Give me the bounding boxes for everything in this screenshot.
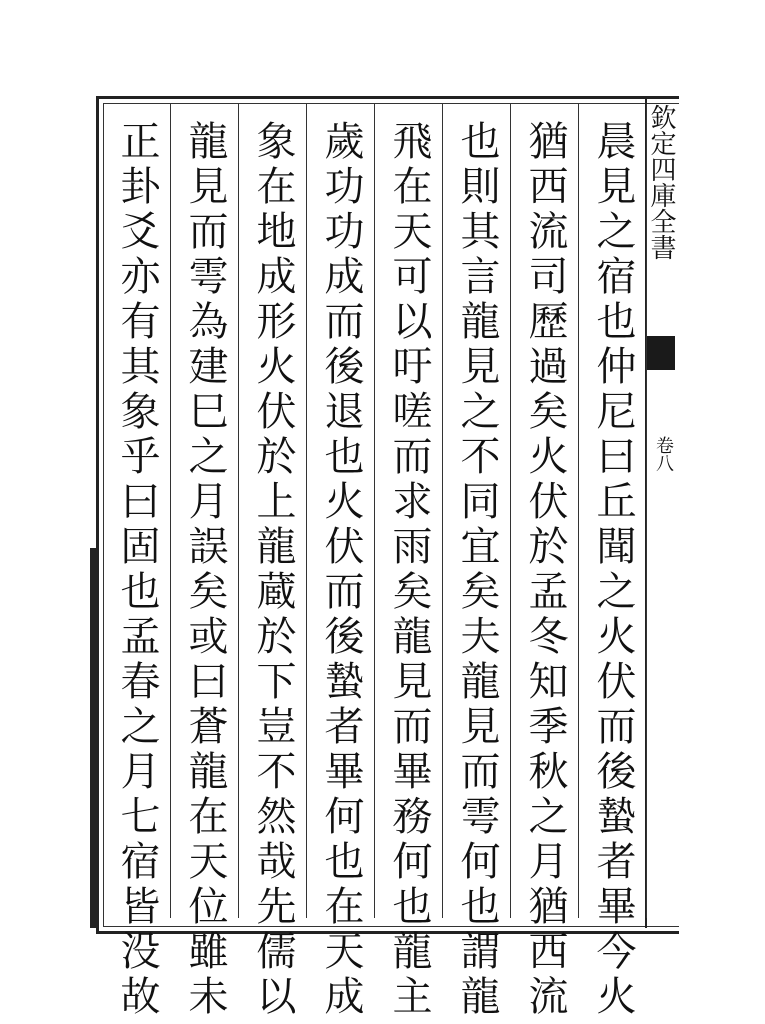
text-column-4 xyxy=(376,104,443,1020)
text-column-1 xyxy=(580,104,647,1020)
book-title: 欽定四庫全書 xyxy=(646,104,676,260)
text-column-6 xyxy=(240,104,307,1020)
column-text: 龍見而雩為建巳之月誤矣或曰蒼龍在天位雖未 xyxy=(182,120,228,1020)
text-column-5 xyxy=(308,104,375,1020)
column-text: 也則其言龍見之不同宜矣夫龍見而雩何也謂龍 xyxy=(454,120,500,1020)
column-text: 晨見之宿也仲尼曰丘聞之火伏而後蟄者畢今火 xyxy=(590,120,636,1020)
fish-tail-mark xyxy=(647,336,675,370)
volume-label: 卷八 xyxy=(653,436,674,472)
column-text: 歲功功成而後退也火伏而後蟄者畢何也在天成 xyxy=(318,120,364,1020)
text-column-7 xyxy=(172,104,239,1020)
column-text: 正卦爻亦有其象乎曰固也孟春之月七宿皆没故 xyxy=(114,120,160,1020)
text-column-8 xyxy=(104,104,171,1020)
text-column-3 xyxy=(444,104,511,1020)
column-text: 象在地成形火伏於上龍蔵於下豈不然哉先儒以 xyxy=(250,120,296,1020)
column-text: 猶西流司歷過矣火伏於孟冬知季秋之月猶西流 xyxy=(522,120,568,1020)
binding-edge-shadow xyxy=(90,548,96,928)
column-text: 飛在天可以吁嗟而求雨矣龍見而畢務何也龍主 xyxy=(386,120,432,1020)
text-column-2 xyxy=(512,104,579,1020)
